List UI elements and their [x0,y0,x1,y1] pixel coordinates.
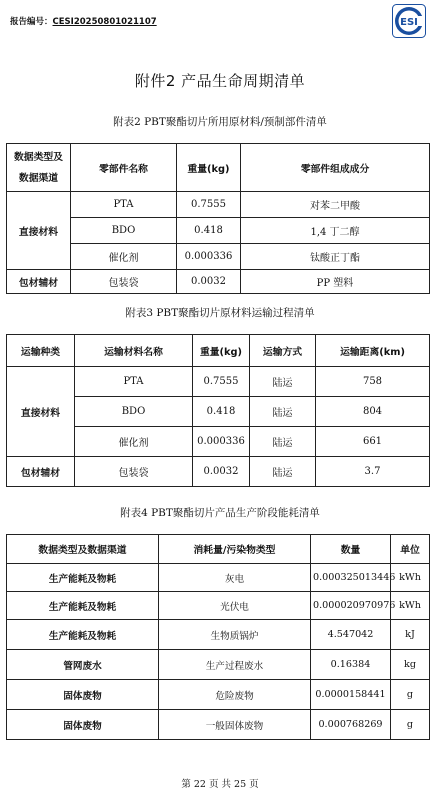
table2-header-composition: 零部件组成成分 [241,144,430,192]
table-row [7,650,430,680]
table3-header-weight: 重量(kg) [193,335,250,367]
table4-cell-unit: g [391,680,430,710]
table-row [7,367,430,397]
table4-cell-type: 管网废水 [7,650,159,680]
table-row [7,564,430,592]
table4 [6,534,430,740]
table4-cell-qty: 0.0000158441 [311,680,391,710]
table3-cell-weight: 0.7555 [193,367,250,397]
table4-header-unit: 单位 [391,535,430,564]
table4-cell-item: 生产过程废水 [159,650,311,680]
current-page: 22 [193,779,206,790]
table4-header-row [7,535,430,564]
table2-cell-composition: 对苯二甲酸 [241,192,430,218]
table3-group-pack: 包材辅材 [7,457,75,487]
table4-cell-item: 灰电 [159,564,311,592]
table3-header-kind: 运输种类 [7,335,75,367]
table2-cell-name: PTA [71,192,177,218]
table3-cell-mode: 陆运 [250,457,316,487]
table2-cell-weight: 0.000336 [177,244,241,270]
table4-cell-type: 生产能耗及物耗 [7,620,159,650]
table2 [6,143,430,294]
table3-cell-name: PTA [75,367,193,397]
table2-cell-name: 包装袋 [71,270,177,294]
table3-cell-mode: 陆运 [250,367,316,397]
table2-header-weight: 重量(kg) [177,144,241,192]
table3-cell-name: 催化剂 [75,427,193,457]
table4-cell-item: 一般固体废物 [159,710,311,740]
table-row [7,218,430,244]
table4-cell-type: 固体废物 [7,680,159,710]
report-number [10,15,157,27]
table-row [7,270,430,294]
report-number-code: CESI20250801021107 [52,17,157,27]
table4-cell-qty: 0.000325013446 [311,564,391,592]
table2-cell-composition: PP 塑料 [241,270,430,294]
report-number-label: 报告编号： [10,17,53,27]
table3-cell-name: 包装袋 [75,457,193,487]
logo-text: ESI [400,17,418,28]
table4-cell-qty: 0.000768269 [311,710,391,740]
table4-header-qty: 数量 [311,535,391,564]
table4-cell-type: 生产能耗及物耗 [7,592,159,620]
total-pages: 25 [234,779,247,790]
table4-cell-unit: kJ [391,620,430,650]
table4-cell-qty: 0.16384 [311,650,391,680]
table3-cell-distance: 661 [316,427,430,457]
table2-group-pack: 包材辅材 [7,270,71,294]
table4-caption: 附表4 PBT聚酯切片产品生产阶段能耗清单 [120,507,320,519]
table2-header-row [7,144,430,192]
table4-cell-unit: kWh [391,564,430,592]
table3-group-direct: 直接材料 [7,367,75,457]
page-number: 第 22 页 共 25 页 [181,779,259,790]
table-row [7,710,430,740]
table-row [7,680,430,710]
table2-cell-name: BDO [71,218,177,244]
table3-cell-weight: 0.000336 [193,427,250,457]
table4-cell-item: 危险废物 [159,680,311,710]
table2-header-name: 零部件名称 [71,144,177,192]
table-row [7,620,430,650]
table4-cell-qty: 4.547042 [311,620,391,650]
table3-cell-weight: 0.0032 [193,457,250,487]
table4-cell-type: 固体废物 [7,710,159,740]
cesi-logo [392,4,426,38]
table4-header-type: 数据类型及数据渠道 [7,535,159,564]
table4-cell-qty: 0.000020970976 [311,592,391,620]
table3-caption: 附表3 PBT聚酯切片原材料运输过程清单 [125,307,315,319]
table3-cell-distance: 804 [316,397,430,427]
table2-cell-composition: 钛酸正丁酯 [241,244,430,270]
table4-cell-unit: kWh [391,592,430,620]
table-row [7,592,430,620]
table2-header-type: 数据类型及 数据渠道 [7,144,71,192]
table4-cell-unit: kg [391,650,430,680]
table3-header-distance: 运输距离(km) [316,335,430,367]
table3-header-name: 运输材料名称 [75,335,193,367]
table-row [7,192,430,218]
table2-cell-weight: 0.418 [177,218,241,244]
table3-cell-mode: 陆运 [250,397,316,427]
page-title: 附件2 产品生命周期清单 [134,72,306,90]
table4-cell-unit: g [391,710,430,740]
table3 [6,334,430,487]
table2-cell-name: 催化剂 [71,244,177,270]
table3-header-mode: 运输方式 [250,335,316,367]
table2-cell-weight: 0.0032 [177,270,241,294]
table4-cell-item: 生物质锅炉 [159,620,311,650]
table4-cell-type: 生产能耗及物耗 [7,564,159,592]
table4-cell-item: 光伏电 [159,592,311,620]
table4-header-item: 消耗量/污染物类型 [159,535,311,564]
table-row [7,244,430,270]
table-row [7,457,430,487]
table3-cell-distance: 3.7 [316,457,430,487]
table3-cell-name: BDO [75,397,193,427]
table2-cell-weight: 0.7555 [177,192,241,218]
table2-caption: 附表2 PBT聚酯切片所用原材料/预制部件清单 [113,116,327,128]
table3-cell-weight: 0.418 [193,397,250,427]
table3-cell-distance: 758 [316,367,430,397]
table3-cell-mode: 陆运 [250,427,316,457]
table3-header-row [7,335,430,367]
table2-cell-composition: 1,4 丁二醇 [241,218,430,244]
table2-group-direct: 直接材料 [7,192,71,270]
